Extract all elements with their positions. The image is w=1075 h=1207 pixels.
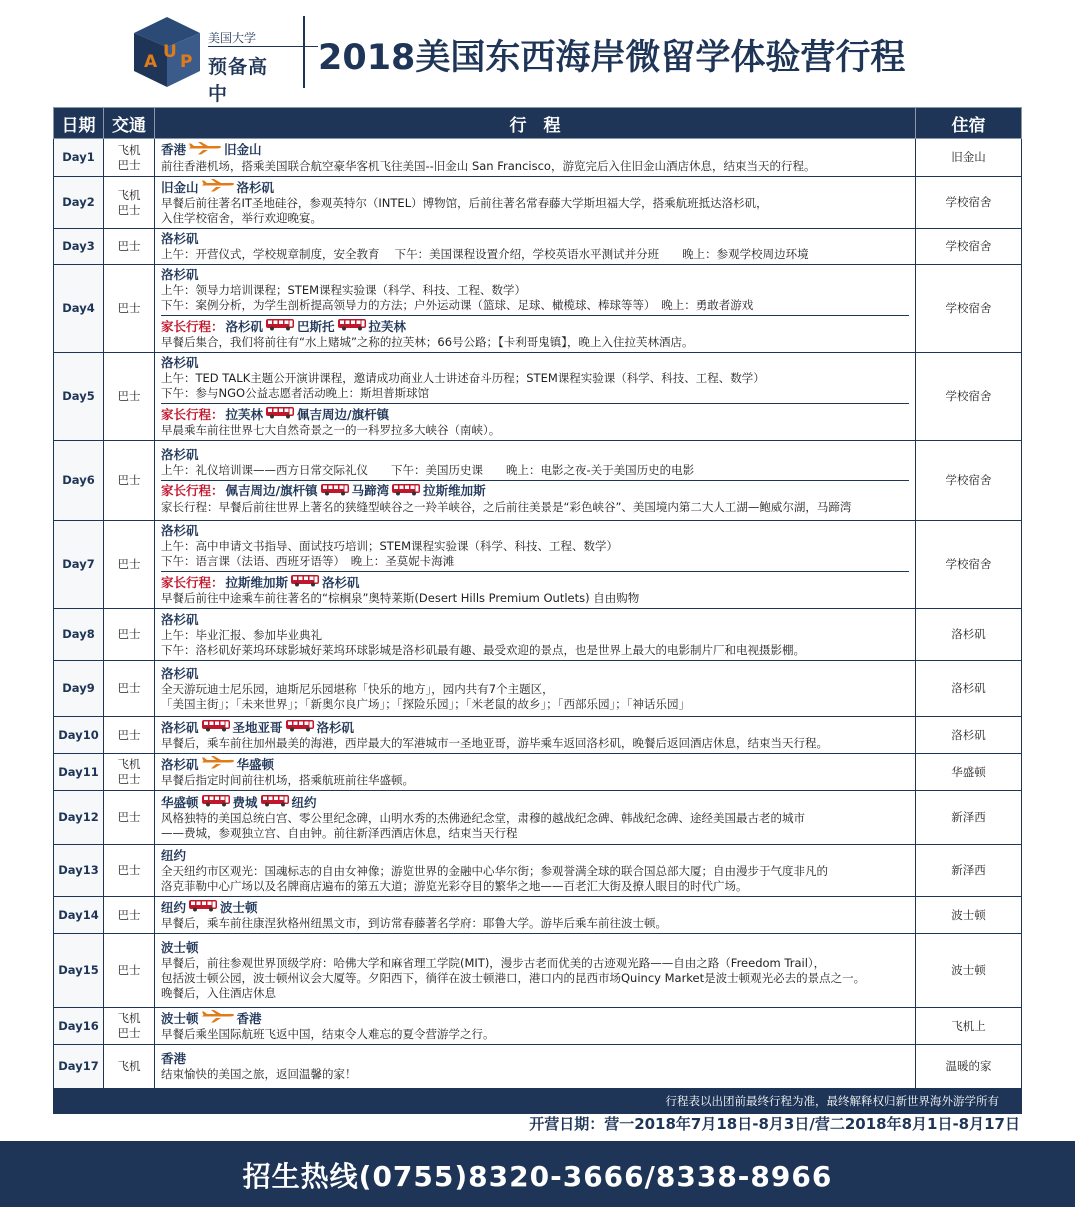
bus-icon <box>391 483 421 500</box>
itinerary-cell <box>155 229 916 265</box>
transport-cell <box>104 177 155 229</box>
day-label: Day3 <box>54 229 104 265</box>
route-stop: 华盛顿 <box>161 794 199 810</box>
footer-bar <box>0 1141 1075 1207</box>
itinerary-cell <box>155 265 916 353</box>
route-stop: 旧金山 <box>224 142 262 157</box>
transport-mode: 飞机 <box>117 1011 141 1025</box>
route-stop: 洛杉矶 <box>322 574 360 590</box>
transport-cell <box>104 717 155 754</box>
block-separator <box>161 480 909 481</box>
route-line <box>161 574 909 591</box>
itinerary-text: 早餐后前往著名IT圣地硅谷，参观英特尔（INTEL）博物馆，后前往著名常春藤大学斯坦福大学，搭乘航班抵达洛杉矶， <box>161 196 768 210</box>
logo-letter-p: P <box>180 52 193 72</box>
route-stop: 拉斯维加斯 <box>423 483 486 498</box>
table-row <box>54 265 1022 353</box>
day-label: Day4 <box>54 265 104 353</box>
route-line <box>161 719 909 736</box>
route-stop: 旧金山 <box>161 179 199 195</box>
route-stop: 华盛顿 <box>236 756 275 772</box>
itinerary-cell <box>155 353 916 441</box>
block-separator <box>161 315 909 316</box>
route-stop: 洛杉矶 <box>161 231 199 246</box>
parent-itinerary-label: 家长行程： <box>161 318 224 334</box>
table-row <box>54 791 1022 845</box>
route-stop: 洛杉矶 <box>161 719 199 735</box>
route-line <box>161 231 909 247</box>
itinerary-cell <box>155 139 916 177</box>
day-label: Day15 <box>54 934 104 1008</box>
parent-itinerary-label: 家长行程： <box>161 483 224 498</box>
day-label: Day12 <box>54 791 104 845</box>
day-label: Day9 <box>54 661 104 717</box>
parent-itinerary-label: 家长行程： <box>161 406 224 422</box>
header-stay: 住宿 <box>916 108 1022 139</box>
itinerary-text: 下午：参与NGO公益志愿者活动晚上：斯坦普斯球馆 <box>161 386 430 400</box>
itinerary-text: 洛克菲勒中心广场以及名牌商店遍布的第五大道；游览光彩夺目的繁华之地——百老汇大街及撩人眼目的时代广场。 <box>161 878 748 893</box>
stay-cell: 学校宿舍 <box>916 353 1022 441</box>
itinerary-text: 上午：高中申请文书指导、面试技巧培训；STEM课程实验课（科学、科技、工程、数学） <box>161 539 619 553</box>
stay-cell: 温暖的家 <box>916 1045 1022 1089</box>
stay-cell: 学校宿舍 <box>916 229 1022 265</box>
day-label: Day13 <box>54 845 104 897</box>
stay-cell: 学校宿舍 <box>916 265 1022 353</box>
route-line <box>161 267 909 283</box>
transport-cell <box>104 229 155 265</box>
route-line <box>161 1051 909 1067</box>
route-stop: 波士顿 <box>161 940 199 955</box>
route-stop: 洛杉矶 <box>161 446 199 462</box>
itinerary-text: 早餐后乘坐国际航班飞返中国，结束令人难忘的夏令营游学之行。 <box>161 1027 495 1041</box>
route-line <box>161 355 909 371</box>
itinerary-text: 风格独特的美国总统白宫、零公里纪念碑，山明水秀的杰佛逊纪念堂，肃穆的越战纪念碑、韩战纪念碑、途经美国最古老的城市 <box>161 811 805 825</box>
transport-cell <box>104 661 155 717</box>
itinerary-text: 全天游玩迪士尼乐园，迪斯尼乐园堪称「快乐的地方」，园内共有7个主题区， <box>161 681 554 696</box>
transport-mode: 巴士 <box>117 907 141 922</box>
table-row <box>54 177 1022 229</box>
page-title: 2018美国东西海岸微留学体验营行程 <box>318 38 906 78</box>
itinerary-text: 前往香港机场，搭乘美国联合航空豪华客机飞往美国--旧金山 San Francisco，游览完后入住旧金山酒店休息，结束当天的行程。 <box>161 158 816 173</box>
header-divider <box>303 16 305 88</box>
bus-icon <box>320 483 350 500</box>
bus-icon <box>265 406 295 423</box>
transport-mode: 巴士 <box>117 772 141 786</box>
transport-mode: 巴士 <box>117 963 141 977</box>
itinerary-text: 上午：礼仪培训课——西方日常交际礼仪 下午：美国历史课 晚上：电影之夜-关于美国历史的电影 <box>161 462 695 477</box>
itinerary-text: 上午：毕业汇报、参加毕业典礼 <box>161 627 322 642</box>
stay-cell: 新泽西 <box>916 791 1022 845</box>
itinerary-text: 早晨乘车前往世界七大自然奇景之一的一科罗拉多大峡谷（南峡）。 <box>161 423 501 437</box>
itinerary-cell <box>155 717 916 754</box>
route-stop: 圣地亚哥 <box>232 719 283 735</box>
itinerary-cell <box>155 521 916 609</box>
stay-cell: 波士顿 <box>916 897 1022 934</box>
route-stop: 洛杉矶 <box>316 719 355 735</box>
route-line <box>161 142 909 159</box>
route-stop: 香港 <box>161 142 187 157</box>
itinerary-cell <box>155 754 916 791</box>
transport-mode: 巴士 <box>117 473 141 487</box>
itinerary-text: 下午：语言课（法语、西班牙语等） 晚上：圣莫妮卡海滩 <box>161 554 455 568</box>
itinerary-text: 早餐后前往中途乘车前往著名的“棕榈泉”奥特莱斯(Desert Hills Premium Outlets) 自由购物 <box>161 591 640 605</box>
route-line <box>161 179 909 196</box>
logo-cube-icon <box>134 17 200 87</box>
route-stop: 香港 <box>161 1051 187 1066</box>
hotline: 招生热线(0755)8320-3666/8338-8966 <box>242 1160 833 1193</box>
table-row <box>54 521 1022 609</box>
route-line <box>161 447 909 463</box>
transport-mode: 飞机 <box>117 187 141 202</box>
itinerary-text: 上午：TED TALK主题公开演讲课程，邀请成功商业人士讲述奋斗历程；STEM课程实验课（科学、科技、工程、数学） <box>161 371 765 385</box>
stay-cell: 新泽西 <box>916 845 1022 897</box>
route-line <box>161 940 909 956</box>
logo-text-small: 美国大学 <box>208 31 257 45</box>
day-label: Day14 <box>54 897 104 934</box>
table-row <box>54 441 1022 521</box>
day-label: Day1 <box>54 139 104 177</box>
route-stop: 纽约 <box>161 899 187 915</box>
block-separator <box>161 403 909 404</box>
route-line <box>161 406 909 423</box>
table-row <box>54 754 1022 791</box>
transport-cell <box>104 754 155 791</box>
route-line <box>161 1010 909 1027</box>
bus-icon <box>290 574 320 591</box>
route-line <box>161 523 909 539</box>
table-header-row <box>54 108 1022 139</box>
itinerary-text: 家长行程：早餐后前往世界上著名的狭缝型峡谷之一羚羊峡谷，之后前往美景是“彩色峡谷”、美国境内第二大人工湖—鲍威尔湖，马蹄湾 <box>161 499 852 514</box>
footer-note: 行程表以出团前最终行程为准，最终解释权归新世界海外游学所有 <box>54 1089 1022 1114</box>
logo-underline <box>208 46 318 47</box>
transport-mode: 飞机 <box>117 1059 141 1073</box>
table-row <box>54 139 1022 177</box>
stay-cell: 洛杉矶 <box>916 717 1022 754</box>
header-itinerary: 行 程 <box>155 108 916 139</box>
transport-mode: 巴士 <box>117 557 141 571</box>
itinerary-table <box>53 107 1022 1114</box>
day-label: Day11 <box>54 754 104 791</box>
plane-icon <box>201 1010 235 1027</box>
route-line <box>161 318 909 335</box>
transport-mode: 巴士 <box>117 627 141 641</box>
table-row <box>54 1008 1022 1045</box>
header <box>0 0 1075 105</box>
transport-mode: 巴士 <box>117 863 141 877</box>
logo-letter-u: U <box>163 42 177 62</box>
route-stop: 拉芙林 <box>225 406 264 422</box>
route-line <box>161 899 909 916</box>
stay-cell: 洛杉矶 <box>916 609 1022 661</box>
itinerary-text: 包括波士顿公园，波士顿州议会大厦等。夕阳西下，徜徉在波士顿港口，港口内的昆西市场Quincy Market是波士顿观光必去的景点之一。 <box>161 971 866 985</box>
transport-cell <box>104 934 155 1008</box>
itinerary-text: ——费城，参观独立宫、自由钟。前往新泽西酒店休息，结束当天行程 <box>161 826 518 840</box>
day-label: Day7 <box>54 521 104 609</box>
transport-mode: 巴士 <box>117 681 141 695</box>
camp-dates: 开营日期：营一2018年7月18日-8月3日/营二2018年8月1日-8月17日 <box>529 1115 1020 1133</box>
route-stop: 洛杉矶 <box>161 523 199 538</box>
logo-text-big: 预备高中 <box>208 56 269 105</box>
route-stop: 洛杉矶 <box>161 355 199 370</box>
route-stop: 佩吉周边/旗杆镇 <box>297 406 390 422</box>
day-label: Day5 <box>54 353 104 441</box>
transport-cell <box>104 139 155 177</box>
transport-mode: 巴士 <box>117 389 141 403</box>
bus-icon <box>260 794 290 811</box>
day-label: Day6 <box>54 441 104 521</box>
logo-letter-a: A <box>144 52 158 72</box>
route-stop: 马蹄湾 <box>351 483 390 498</box>
itinerary-cell <box>155 845 916 897</box>
route-stop: 纽约 <box>161 847 187 863</box>
transport-cell <box>104 265 155 353</box>
transport-mode: 飞机 <box>117 757 141 771</box>
route-line <box>161 756 909 773</box>
table-row <box>54 934 1022 1008</box>
route-stop: 拉斯维加斯 <box>225 574 289 590</box>
transport-cell <box>104 845 155 897</box>
block-separator <box>161 571 909 572</box>
itinerary-text: 「美国主街」；「未来世界」；「新奥尔良广场」；「探险乐园」；「米老鼠的故乡」；「西部乐园」；「神话乐园」 <box>161 696 690 711</box>
bus-icon <box>201 794 231 811</box>
transport-mode: 巴士 <box>117 301 141 315</box>
route-stop: 洛杉矶 <box>161 665 199 681</box>
route-stop: 费城 <box>232 794 258 810</box>
itinerary-text: 上午：领导力培训课程；STEM课程实验课（科学、科技、工程、数学） <box>161 283 527 297</box>
table-row <box>54 661 1022 717</box>
itinerary-cell <box>155 1045 916 1089</box>
itinerary-text: 下午：洛杉矶好莱坞环球影城好莱坞环球影城是洛杉矶最有趣、最受欢迎的景点，也是世界上最大的电影制片厂和电视摄影棚。 <box>161 642 805 657</box>
table-row <box>54 897 1022 934</box>
transport-cell <box>104 521 155 609</box>
transport-cell <box>104 353 155 441</box>
transport-mode: 巴士 <box>117 239 141 253</box>
itinerary-text: 早餐后指定时间前往机场，搭乘航班前往华盛顿。 <box>161 773 414 787</box>
stay-cell: 华盛顿 <box>916 754 1022 791</box>
transport-mode: 巴士 <box>117 202 141 217</box>
table-row <box>54 609 1022 661</box>
route-stop: 洛杉矶 <box>236 179 275 195</box>
stay-cell: 波士顿 <box>916 934 1022 1008</box>
parent-itinerary-label: 家长行程： <box>161 574 224 590</box>
table-row <box>54 717 1022 754</box>
itinerary-cell <box>155 609 916 661</box>
bus-icon <box>285 719 315 736</box>
route-line <box>161 794 909 811</box>
stay-cell: 飞机上 <box>916 1008 1022 1045</box>
stay-cell: 旧金山 <box>916 139 1022 177</box>
route-line <box>161 612 909 628</box>
route-stop: 佩吉周边/旗杆镇 <box>225 483 318 498</box>
plane-icon <box>201 179 235 196</box>
route-line <box>161 666 909 682</box>
route-stop: 巴斯托 <box>297 318 335 334</box>
transport-mode: 巴士 <box>117 1026 141 1040</box>
itinerary-text: 晚餐后，入住酒店休息 <box>161 986 276 1000</box>
itinerary-text: 结束愉快的美国之旅，返回温馨的家！ <box>161 1067 357 1081</box>
table-row <box>54 1045 1022 1089</box>
header-date: 日期 <box>54 108 104 139</box>
itinerary-text: 入住学校宿舍，举行欢迎晚宴。 <box>161 211 322 225</box>
route-stop: 波士顿 <box>220 899 258 915</box>
transport-cell <box>104 1045 155 1089</box>
route-stop: 香港 <box>236 1010 262 1026</box>
route-stop: 拉芙林 <box>368 318 407 334</box>
table-row <box>54 353 1022 441</box>
route-line <box>161 483 909 500</box>
day-label: Day16 <box>54 1008 104 1045</box>
day-label: Day10 <box>54 717 104 754</box>
itinerary-text: 全天纽约市区观光：国魂标志的自由女神像；游览世界的金融中心华尔街；参观誉满全球的联合国总部大厦；自由漫步于气度非凡的 <box>161 863 828 878</box>
route-stop: 洛杉矶 <box>161 611 199 627</box>
transport-mode: 巴士 <box>117 727 141 742</box>
itinerary-text: 上午：开营仪式，学校规章制度，安全教育 下午：美国课程设置介绍，学校英语水平测试并分班 晚上：参观学校周边环境 <box>161 247 809 261</box>
transport-cell <box>104 791 155 845</box>
stay-cell: 学校宿舍 <box>916 521 1022 609</box>
route-stop: 洛杉矶 <box>161 267 199 282</box>
route-stop: 波士顿 <box>161 1010 199 1026</box>
itinerary-text: 早餐后，乘车前往康涅狄格州纽黑文市，到访常春藤著名学府：耶鲁大学。游毕后乘车前往波士顿。 <box>161 916 667 930</box>
itinerary-cell <box>155 897 916 934</box>
header-transport: 交通 <box>104 108 155 139</box>
table-body <box>54 139 1022 1089</box>
stay-cell: 洛杉矶 <box>916 661 1022 717</box>
transport-mode: 飞机 <box>117 142 141 157</box>
itinerary-cell <box>155 661 916 717</box>
table-row <box>54 229 1022 265</box>
route-line <box>161 848 909 864</box>
itinerary-cell <box>155 791 916 845</box>
itinerary-cell <box>155 934 916 1008</box>
itinerary-cell <box>155 177 916 229</box>
bus-icon <box>265 318 295 335</box>
table-row <box>54 845 1022 897</box>
day-label: Day2 <box>54 177 104 229</box>
bus-icon <box>201 719 231 736</box>
transport-cell <box>104 897 155 934</box>
day-label: Day8 <box>54 609 104 661</box>
transport-cell <box>104 609 155 661</box>
stay-cell: 学校宿舍 <box>916 177 1022 229</box>
transport-cell <box>104 1008 155 1045</box>
itinerary-text: 下午：案例分析，为学生剖析提高领导力的方法；户外运动课（篮球、足球、橄榄球、棒球等等） 晚上：勇敢者游戏 <box>161 298 754 312</box>
itinerary-text: 早餐后，乘车前往加州最美的海港，西岸最大的军港城市一圣地亚哥，游毕乘车返回洛杉矶，晚餐后返回酒店休息，结束当天行程。 <box>161 736 828 750</box>
transport-mode: 巴士 <box>117 157 141 172</box>
bus-icon <box>337 318 367 335</box>
logo <box>134 17 284 105</box>
day-label: Day17 <box>54 1045 104 1089</box>
route-stop: 洛杉矶 <box>161 756 199 772</box>
itinerary-cell <box>155 1008 916 1045</box>
itinerary-cell <box>155 441 916 521</box>
itinerary-text: 早餐后，前往参观世界顶级学府：哈佛大学和麻省理工学院(MIT)，漫步古老而优美的古迹观光路——自由之路（Freedom Trail）， <box>161 956 826 970</box>
table-footer-row <box>54 1089 1022 1114</box>
plane-icon <box>201 756 235 773</box>
transport-mode: 巴士 <box>117 810 141 824</box>
plane-icon <box>188 142 222 159</box>
route-stop: 洛杉矶 <box>225 318 264 334</box>
bus-icon <box>188 899 218 916</box>
route-stop: 纽约 <box>291 794 317 810</box>
stay-cell: 学校宿舍 <box>916 441 1022 521</box>
transport-cell <box>104 441 155 521</box>
itinerary-text: 早餐后集合，我们将前往有“水上赌城”之称的拉芙林；66号公路；【卡利哥鬼镇】，晚上入住拉芙林酒店。 <box>161 335 694 349</box>
